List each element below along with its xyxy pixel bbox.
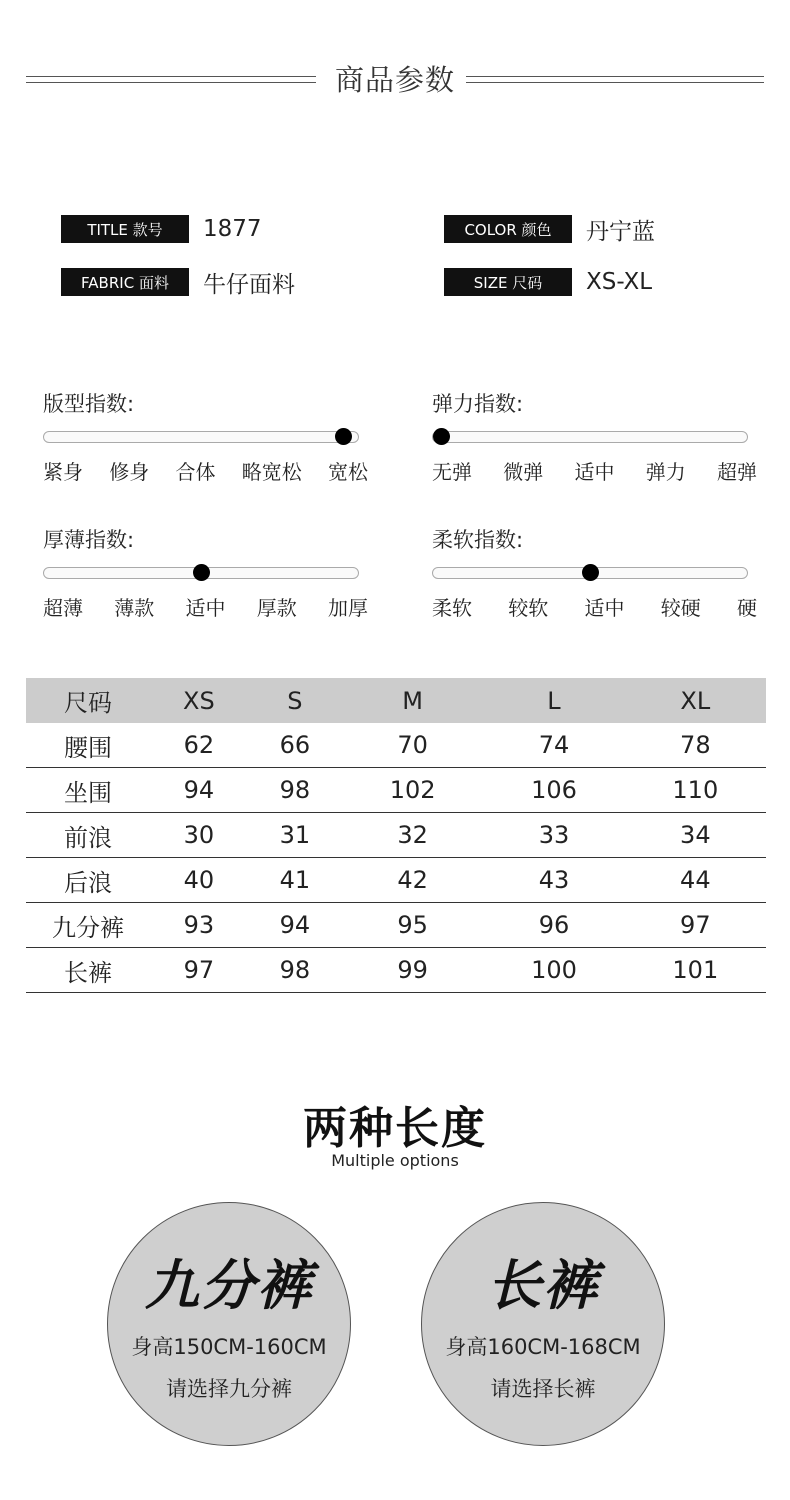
- param-size: [444, 267, 652, 297]
- table-cell: 94: [248, 903, 342, 948]
- table-cell: 62: [150, 723, 248, 768]
- option-height: 身高160CM-168CM: [445, 1335, 641, 1359]
- table-cell: 93: [150, 903, 248, 948]
- table-cell: 97: [150, 948, 248, 993]
- param-tag-color: COLOR 颜色: [444, 215, 572, 243]
- param-value-size: XS-XL: [586, 269, 653, 295]
- table-cell: 95: [342, 903, 483, 948]
- section-title: 商品参数: [334, 63, 455, 97]
- option-note: 请选择九分裤: [166, 1377, 292, 1401]
- softness-index-label: 柔软: [432, 596, 472, 620]
- fit-index-label: 修身: [109, 460, 150, 484]
- table-cell: 长裤: [26, 948, 150, 993]
- softness-index-title: 柔软指数:: [432, 528, 524, 552]
- table-cell: 74: [483, 723, 624, 768]
- table-cell: 110: [625, 768, 766, 813]
- fit-index-knob: [335, 428, 352, 445]
- table-cell: 44: [625, 858, 766, 903]
- table-row: [26, 948, 766, 993]
- table-row: [26, 858, 766, 903]
- table-cell: 腰围: [26, 723, 150, 768]
- fit-index-title: 版型指数:: [43, 392, 135, 416]
- table-cell: 101: [625, 948, 766, 993]
- table-header-cell: M: [342, 678, 483, 723]
- table-cell: 98: [248, 948, 342, 993]
- option-name: 长裤: [487, 1254, 599, 1317]
- softness-index-label: 适中: [584, 596, 625, 620]
- elasticity-index: [432, 388, 757, 498]
- elasticity-index-label: 弹力: [645, 460, 686, 484]
- table-cell: 前浪: [26, 813, 150, 858]
- softness-index-label: 较硬: [660, 596, 701, 620]
- option-height: 身高150CM-160CM: [131, 1335, 327, 1359]
- table-row: [26, 903, 766, 948]
- table-row: [26, 813, 766, 858]
- elasticity-index-label: 微弹: [503, 460, 544, 484]
- table-cell: 32: [342, 813, 483, 858]
- elasticity-index-label: 无弹: [432, 460, 472, 484]
- thickness-index-knob: [193, 564, 210, 581]
- elasticity-index-track: [432, 431, 748, 443]
- divider-right: [466, 76, 764, 83]
- softness-index: [432, 524, 757, 634]
- fit-index-label: 合体: [175, 460, 216, 484]
- param-title: [61, 214, 262, 244]
- table-cell: 70: [342, 723, 483, 768]
- table-cell: 102: [342, 768, 483, 813]
- param-color: [444, 214, 655, 244]
- fit-index-label: 宽松: [328, 460, 368, 484]
- param-value-fabric: 牛仔面料: [203, 271, 295, 298]
- fit-index-track: [43, 431, 359, 443]
- softness-index-label: 较软: [508, 596, 549, 620]
- table-cell: 33: [483, 813, 624, 858]
- section-header: [0, 52, 790, 102]
- table-cell: 66: [248, 723, 342, 768]
- thickness-index-label: 适中: [185, 596, 226, 620]
- elasticity-index-title: 弹力指数:: [432, 392, 524, 416]
- param-value-title: 1877: [203, 216, 262, 242]
- table-row: [26, 768, 766, 813]
- fit-index-label: 略宽松: [241, 460, 302, 484]
- table-cell: 后浪: [26, 858, 150, 903]
- table-cell: 99: [342, 948, 483, 993]
- table-cell: 31: [248, 813, 342, 858]
- fit-index-label: 紧身: [43, 460, 83, 484]
- table-header-cell: L: [483, 678, 624, 723]
- table-cell: 94: [150, 768, 248, 813]
- thickness-index-label: 加厚: [328, 596, 368, 620]
- table-cell: 100: [483, 948, 624, 993]
- table-header-cell: XL: [625, 678, 766, 723]
- option-note: 请选择长裤: [490, 1377, 596, 1401]
- table-cell: 30: [150, 813, 248, 858]
- thickness-index-title: 厚薄指数:: [43, 528, 135, 552]
- table-cell: 42: [342, 858, 483, 903]
- option-name: 九分裤: [145, 1254, 313, 1317]
- table-row: [26, 723, 766, 768]
- lengths-subtitle: Multiple options: [331, 1151, 459, 1170]
- option-long-circle: [421, 1202, 665, 1446]
- table-header-cell: 尺码: [26, 678, 150, 723]
- thickness-index-label: 薄款: [114, 596, 155, 620]
- table-header-cell: S: [248, 678, 342, 723]
- option-cropped-circle: [107, 1202, 351, 1446]
- param-tag-title: TITLE 款号: [61, 215, 189, 243]
- table-header-row: [26, 678, 766, 723]
- table-cell: 96: [483, 903, 624, 948]
- elasticity-index-label: 超弹: [717, 460, 757, 484]
- table-cell: 坐围: [26, 768, 150, 813]
- softness-index-knob: [582, 564, 599, 581]
- table-cell: 78: [625, 723, 766, 768]
- table-cell: 九分裤: [26, 903, 150, 948]
- param-tag-fabric: FABRIC 面料: [61, 268, 189, 296]
- thickness-index-label: 超薄: [43, 596, 83, 620]
- thickness-index: [43, 524, 368, 634]
- thickness-index-label: 厚款: [256, 596, 297, 620]
- table-cell: 41: [248, 858, 342, 903]
- softness-index-label: 硬: [737, 596, 757, 620]
- table-cell: 97: [625, 903, 766, 948]
- table-cell: 43: [483, 858, 624, 903]
- lengths-title: 两种长度: [303, 1103, 487, 1154]
- param-value-color: 丹宁蓝: [586, 218, 655, 245]
- param-fabric: [61, 267, 295, 297]
- table-cell: 106: [483, 768, 624, 813]
- fit-index: [43, 388, 368, 498]
- elasticity-index-knob: [433, 428, 450, 445]
- table-cell: 34: [625, 813, 766, 858]
- param-tag-size: SIZE 尺码: [444, 268, 572, 296]
- elasticity-index-label: 适中: [574, 460, 615, 484]
- table-header-cell: XS: [150, 678, 248, 723]
- table-cell: 40: [150, 858, 248, 903]
- table-cell: 98: [248, 768, 342, 813]
- size-table: [26, 678, 766, 993]
